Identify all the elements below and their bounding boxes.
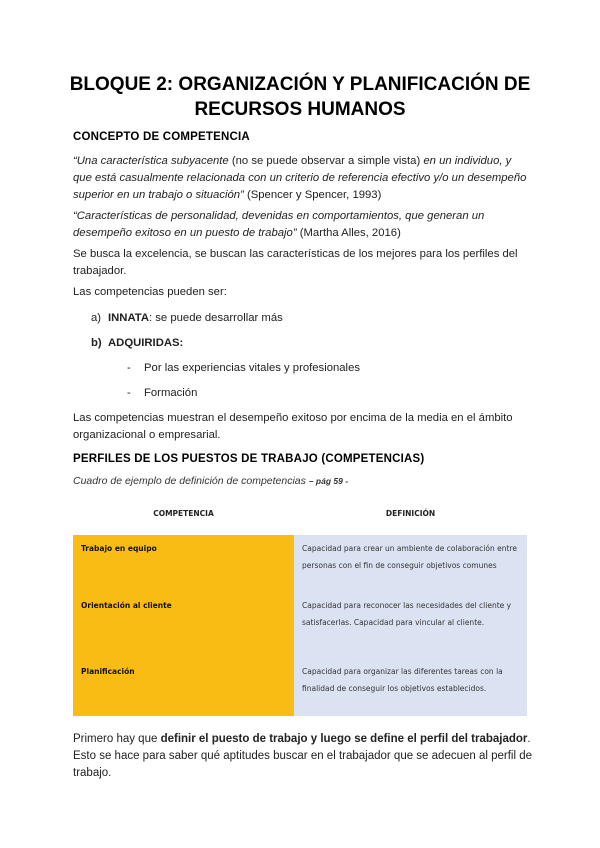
table-row: [73, 592, 527, 658]
sublist-item-formacion-text: Formación: [144, 387, 198, 399]
table-cell-competencia: Orientación al cliente: [73, 592, 294, 658]
table-caption-text: Cuadro de ejemplo de definición de competencias: [73, 475, 309, 487]
list-item-innata-text: : se puede desarrollar más: [149, 312, 283, 324]
list-item-adquiridas: [91, 335, 184, 352]
quote-spencer: [73, 153, 533, 204]
quote-alles-citation: (Martha Alles, 2016): [296, 227, 401, 239]
table-cell-competencia: Trabajo en equipo: [73, 535, 294, 592]
paragraph-muestran: Las competencias muestran el desempeño exitoso por encima de la media en el ámbito organizacional o empresarial.: [73, 412, 513, 441]
table-row: [73, 535, 527, 592]
sublist-marker-2: -: [127, 387, 131, 399]
paragraph-pueden-ser: Las competencias pueden ser:: [73, 286, 227, 298]
quote-spencer-plain-a: (no se puede observar a simple vista): [228, 155, 424, 167]
list-marker-b: b): [91, 337, 102, 349]
competencias-table: [73, 497, 527, 716]
paragraph-final-plain-a: Primero hay que: [73, 733, 161, 745]
page-title-line1: BLOQUE 2: ORGANIZACIÓN Y PLANIFICACIÓN DE: [69, 74, 531, 95]
table-row: [73, 658, 527, 716]
page-title-line2: RECURSOS HUMANOS: [194, 99, 406, 120]
sublist-marker-1: -: [127, 362, 131, 374]
quote-alles-italic: “Características de personalidad, devenidas en comportamientos, que generan un desempeño exitoso en un puesto de trabajo”: [73, 210, 485, 239]
sublist-item-formacion: [127, 385, 198, 402]
table-cell-definicion: Capacidad para organizar las diferentes tareas con la finalidad de conseguir los objetivos establecidos.: [294, 658, 527, 716]
page-title: [60, 72, 540, 122]
table-header-definicion: DEFINICIÓN: [385, 508, 436, 518]
quote-spencer-citation: (Spencer y Spencer, 1993): [243, 189, 382, 201]
quote-spencer-italic-b: en un individuo, y que está casualmente relacionada con un criterio de referencia efectivo y/o un desempeño superior en un trabajo o situación”: [73, 155, 527, 201]
list-item-innata-bold: INNATA: [108, 312, 149, 324]
paragraph-excelencia: Se busca la excelencia, se buscan las características de los mejores para los perfiles del trabajador.: [73, 248, 518, 277]
table-cell-competencia: Planificación: [73, 658, 294, 716]
quote-spencer-italic-a: “Una característica subyacente: [73, 155, 229, 167]
table-header-competencia: COMPETENCIA: [153, 508, 214, 518]
paragraph-final: [73, 731, 533, 782]
list-marker-a: a): [91, 312, 102, 324]
table-caption-page-ref: – pág 59 -: [308, 476, 349, 486]
table-cell-definicion: Capacidad para reconocer las necesidades del cliente y satisfacerlas. Capacidad para vincular al cliente.: [294, 592, 527, 658]
list-item-adquiridas-label: ADQUIRIDAS:: [108, 337, 184, 349]
table-caption: [73, 475, 348, 487]
table-cell-definicion: Capacidad para crear un ambiente de colaboración entre personas con el fin de conseguir objetivos comunes: [294, 535, 527, 592]
section-heading-concepto: CONCEPTO DE COMPETENCIA: [73, 131, 250, 143]
list-item-innata: [91, 310, 283, 327]
paragraph-final-plain-b: . Esto se hace para saber qué aptitudes buscar en el trabajador que se adecuen al perfil de trabajo.: [73, 733, 533, 779]
quote-alles: [73, 208, 533, 242]
sublist-item-experiencias-text: Por las experiencias vitales y profesionales: [144, 362, 361, 374]
section-heading-perfiles: PERFILES DE LOS PUESTOS DE TRABAJO (COMPETENCIAS): [73, 453, 425, 465]
sublist-item-experiencias: [127, 360, 361, 377]
paragraph-final-bold: definir el puesto de trabajo y luego se define el perfil del trabajador: [160, 733, 528, 745]
